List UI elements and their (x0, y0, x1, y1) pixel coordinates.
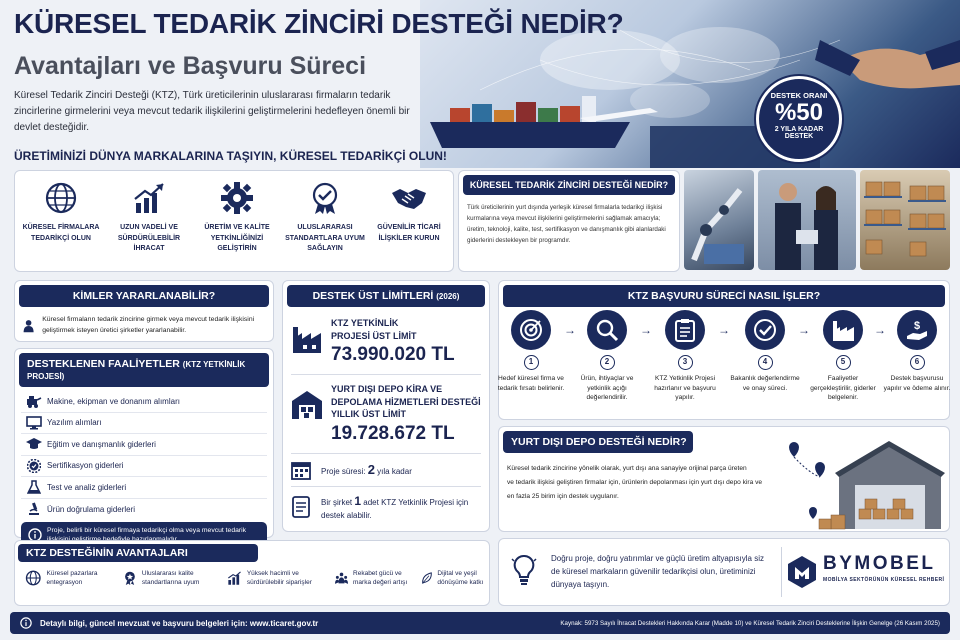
step-number: 5 (836, 355, 851, 370)
medal-icon (123, 567, 137, 589)
hero-subtitle: Avantajları ve Başvuru Süreci (14, 52, 367, 80)
growth-chart-icon (227, 567, 242, 589)
footer-bar (10, 612, 950, 634)
step-number: 3 (678, 355, 693, 370)
duration-prefix: Proje süresi: (321, 467, 366, 477)
step-label: Bakanlık değerlendirme ve onay süreci. (730, 375, 800, 392)
clipboard-icon (674, 318, 696, 342)
step-label: KTZ Yetkinlik Projesi hazırlanır ve başvuru yapılır. (654, 375, 716, 402)
brand-tagline: MOBİLYA SEKTÖRÜNÜN KÜRESEL REHBERİ (823, 577, 945, 583)
depot-text-line3: en fazla 25 birim için destek uygulanır. (507, 493, 619, 500)
microscope-icon (27, 502, 41, 516)
graduation-cap-icon (26, 437, 42, 451)
calendar-icon (291, 460, 311, 480)
depot-text-line1: Küresel tedarik zincirine yönelik olarak, yurt dışı ana sanayiye orijinal parça üreten (507, 465, 747, 472)
advantage-label: Dijital ve yeşil dönüşüme katkı (437, 569, 484, 586)
feature-label: GÜVENİLİR TİCARİ İLİŞKİLER KURUN (377, 224, 441, 242)
person-icon (23, 316, 34, 336)
activities-panel (14, 348, 274, 538)
advantage-item (25, 567, 113, 589)
depot-limit-value: 19.728.672 TL (331, 422, 455, 444)
activity-item (21, 456, 267, 478)
activities-title-text: DESTEKLENEN FAALİYETLER (27, 358, 180, 370)
flask-icon (27, 480, 41, 494)
limits-title-text: DESTEK ÜST LİMİTLERİ (312, 290, 434, 302)
process-step-2 (572, 310, 642, 403)
duration-row (283, 454, 489, 480)
who-text: Küresel firmaların tedarik zincirine girmek veya mevcut tedarik ilişkisini geliştirmek isteyen üretici şirketler yararlanabilir. (42, 316, 255, 334)
process-step-6 (882, 310, 952, 393)
monitor-icon (26, 416, 42, 430)
step-number: 1 (524, 355, 539, 370)
arrow-icon: → (718, 323, 730, 337)
money-hand-icon (905, 318, 929, 342)
step-number: 4 (758, 355, 773, 370)
activity-item (21, 499, 267, 521)
badge-line3: DESTEK (784, 133, 814, 141)
globe-icon (44, 181, 78, 215)
limits-title-year: (2026) (436, 292, 460, 301)
bymobel-logo-icon (787, 555, 817, 589)
what-is-panel (458, 170, 680, 272)
feature-label: UZUN VADELİ VE SÜRDÜRÜLEBİLİR İHRACAT (117, 224, 181, 252)
hero-description: Küresel Tedarik Zinciri Desteği (KTZ), Türk üreticilerinin uluslararası firmaların tedarik zincirlerine girmelerini veya mevcut tedarik ilişkilerini geliştirmelerini hedefleyen önemli bir devlet desteğidir. (14, 90, 410, 133)
activity-label: Test ve analiz giderleri (47, 482, 127, 492)
footer-info[interactable]: Detaylı bilgi, güncel mevzuat ve başvuru belgeleri için: www.ticaret.gov.tr (40, 618, 319, 628)
feature-standards (283, 177, 367, 255)
depot-limit-label: YURT DIŞI DEPO KİRA VE DEPOLAMA HİZMETLERİ DESTEĞİ YILLIK ÜST LİMİT (331, 384, 481, 420)
process-step-4 (730, 310, 800, 393)
count-suffix: adet KTZ Yetkinlik Projesi için destek alabilir. (321, 497, 469, 520)
footer-source: Kaynak: 5973 Sayılı İhracat Destekleri Hakkında Karar (Madde 10) ve Küresel Tedarik Zinciri Desteklerine İlişkin Genelge (26 Kasım 2025) (560, 619, 940, 627)
who-title: KİMLER YARARLANABİLİR? (19, 285, 269, 307)
globe-icon (25, 567, 42, 589)
features-panel (14, 170, 454, 272)
advantages-title: KTZ DESTEĞİNİN AVANTAJLARI (18, 544, 258, 562)
activity-label: Makine, ekipman ve donanım alımları (47, 396, 180, 406)
activity-item (21, 434, 267, 456)
arrow-icon: → (640, 323, 652, 337)
arrow-icon: → (798, 323, 810, 337)
factory-icon (291, 323, 323, 353)
advantage-item (227, 567, 327, 589)
feature-trade-relations (367, 177, 451, 244)
depot-title: YURT DIŞI DEPO DESTEĞİ NEDİR? (503, 431, 693, 453)
activity-item (21, 413, 267, 435)
project-count-row (283, 487, 489, 521)
warehouse-photo (860, 170, 950, 270)
advantage-item (421, 567, 487, 589)
people-icon (335, 567, 348, 589)
activity-label: Sertifikasyon giderleri (47, 461, 124, 471)
warehouse-icon (291, 389, 323, 419)
growth-chart-icon (132, 181, 166, 215)
badge-line2: 2 YILA KADAR (774, 126, 824, 134)
who-panel (14, 280, 274, 342)
badge-line1: DESTEK ORANI (770, 91, 828, 100)
support-rate-badge (756, 76, 842, 162)
business-people-photo (758, 170, 856, 270)
what-is-title: KÜRESEL TEDARİK ZİNCİRİ DESTEĞİ NEDİR? (463, 175, 675, 195)
arrow-icon: → (564, 323, 576, 337)
advantage-label: Küresel pazarlara entegrasyon (46, 569, 98, 586)
process-title: KTZ BAŞVURU SÜRECİ NASIL İŞLER? (503, 285, 945, 307)
promo-text: Doğru proje, doğru yatırımlar ve güçlü üretim altyapısıyla siz de küresel markaların güvenilir tedarikçisi olun, üretiminizi dünyaya taşıyın. (551, 554, 764, 589)
promo-panel (498, 538, 950, 606)
brand-name: BYMOBEL (823, 553, 936, 574)
checkmark-icon (753, 318, 777, 342)
depot-panel (498, 426, 950, 532)
gear-icon (220, 181, 254, 215)
certificate-gear-icon (27, 459, 41, 473)
duration-value: 2 (367, 462, 375, 478)
step-label: Destek başvurusu yapılır ve ödeme alınır. (883, 375, 951, 392)
activities-title-note: (KTZ YETKİNLİK PROJESİ) (27, 360, 246, 381)
advantage-label: Rekabet gücü ve marka değeri artışı (353, 569, 408, 586)
step-label: Hedef küresel firma ve tedarik fırsatı belirlenir. (497, 375, 565, 392)
duration-suffix: yıla kadar (377, 467, 412, 477)
activity-item (21, 391, 267, 413)
count-prefix: Bir şirket (321, 497, 353, 507)
activities-title (19, 353, 269, 387)
arrow-icon: → (874, 323, 886, 337)
step-label: Faaliyetler gerçekleştirilir, giderler belgelenir. (810, 375, 876, 402)
process-step-3 (650, 310, 720, 403)
advantage-label: Uluslararası kalite standartlarına uyum (141, 569, 200, 586)
info-icon (20, 617, 32, 629)
activity-item (21, 477, 267, 499)
factory-icon (831, 319, 855, 341)
feature-quality (195, 177, 279, 255)
step-number: 6 (910, 355, 925, 370)
badge-value: %50 (774, 99, 824, 126)
hero-slogan: ÜRETİMİNİZİ DÜNYA MARKALARINA TAŞIYIN, KÜRESEL TEDARİKÇİ OLUN! (14, 149, 447, 163)
hero-title: KÜRESEL TEDARİK ZİNCİRİ DESTEĞİ NEDİR? (14, 8, 624, 39)
feature-global-supplier (19, 177, 103, 244)
machinery-icon (26, 394, 42, 408)
ktz-limit-value: 73.990.020 TL (331, 344, 455, 366)
ktz-limit-label: KTZ YETKİNLİK PROJESİ ÜST LİMİT (331, 318, 417, 341)
magnifier-icon (595, 318, 619, 342)
handshake-icon (390, 181, 428, 215)
feature-label: KÜRESEL FİRMALARA TEDARİKÇİ OLUN (22, 224, 100, 242)
document-icon (291, 496, 311, 518)
depot-text-line2: ve tedarik ilişkisi geliştiren firmalar için, ürünlerin depolanması için yurt dışı depo kira ve (507, 479, 763, 486)
target-icon (519, 318, 543, 342)
activity-label: Ürün doğrulama giderleri (47, 504, 136, 514)
limits-panel (282, 280, 490, 532)
feature-label: ULUSLARARASI STANDARTLARA UYUM SAĞLAYIN (285, 224, 365, 252)
lightbulb-icon (511, 553, 537, 587)
count-value: 1 (354, 493, 362, 508)
step-label: Ürün, ihtiyaçlar ve yetkinlik açığı değerlendirilir. (580, 375, 634, 402)
activities-note-text: Proje, belirli bir küresel firmaya tedarikçi olma veya mevcut tedarik (47, 527, 247, 534)
process-step-1 (496, 310, 566, 393)
warehouse-illustration (769, 433, 949, 532)
quality-badge-icon (308, 181, 342, 215)
feature-label: ÜRETİM VE KALİTE YETKİNLİĞİNİZİ GELİŞTİRİN (204, 224, 270, 252)
svg-text:$: $ (913, 320, 921, 332)
advantages-panel (14, 540, 490, 606)
what-is-text: Türk üreticilerinin yurt dışında yerleşik küresel firmalarla tedarikçi ilişkisi kurmalarına veya mevcut ilişkilerini geliştirmelerini sağlamak amacıyla; üretim, teknoloji, kalite, test, sertifikasyon ve danışmanlık gibi alanlardaki giderlerini destekleyen bir programdır. (467, 204, 666, 244)
process-step-5 (808, 310, 878, 403)
leaf-icon (421, 567, 432, 589)
limits-title (287, 285, 485, 307)
advantage-item (335, 567, 415, 589)
robot-arm-photo (684, 170, 754, 270)
advantage-item (123, 567, 219, 589)
feature-sustainable-export (107, 177, 191, 255)
step-number: 2 (600, 355, 615, 370)
advantage-label: Yüksek hacimli ve sürdürülebilir siparişler (246, 569, 312, 586)
activity-label: Yazılım alımları (47, 418, 102, 428)
activity-label: Eğitim ve danışmanlık giderleri (47, 439, 156, 449)
